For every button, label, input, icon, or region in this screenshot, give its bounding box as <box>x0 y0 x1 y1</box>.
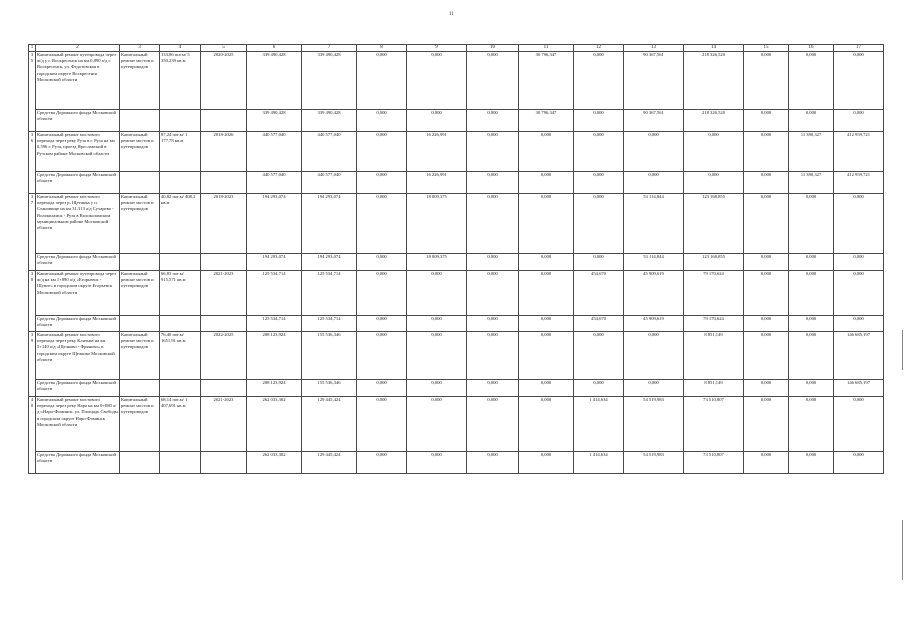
amount-cell: 0,000 <box>789 110 834 132</box>
page-number: 11 <box>449 12 454 17</box>
amount-cell: 0,000 <box>357 172 407 194</box>
amount-cell: 0,000 <box>357 271 407 316</box>
amount-cell: 129 445,424 <box>302 397 357 452</box>
amount-cell: 0,000 <box>519 380 574 397</box>
header-cell: 9 <box>407 45 467 52</box>
edge-mark <box>902 520 903 580</box>
amount-cell: 0,000 <box>624 172 684 194</box>
amount-cell: 0,000 <box>407 397 467 452</box>
amount-cell: 0,000 <box>789 332 834 380</box>
header-cell: 10 <box>467 45 519 52</box>
empty-cell <box>160 254 201 271</box>
amount-cell: 0,000 <box>519 172 574 194</box>
row-number: 35 <box>29 52 36 132</box>
amount-cell: 0,000 <box>744 110 789 132</box>
amount-cell: 0,000 <box>574 132 624 172</box>
amount-cell: 0,000 <box>467 172 519 194</box>
row-number: 36 <box>29 132 36 194</box>
amount-cell: 125 534,714 <box>302 271 357 316</box>
fund-row <box>29 110 884 132</box>
project-row <box>29 194 884 254</box>
amount-cell: 0,000 <box>357 132 407 172</box>
amount-cell: 0,000 <box>467 132 519 172</box>
amount-cell: 194 293,074 <box>247 254 302 271</box>
amount-cell: 0,000 <box>407 316 467 332</box>
empty-cell <box>201 254 247 271</box>
amount-cell: 454,670 <box>574 316 624 332</box>
amount-cell: 0,000 <box>574 332 624 380</box>
empty-cell <box>201 110 247 132</box>
empty-cell <box>201 380 247 397</box>
header-cell: 12 <box>574 45 624 52</box>
amount-cell: 0,000 <box>407 271 467 316</box>
empty-cell <box>160 380 201 397</box>
amount-cell: 16 226,991 <box>407 172 467 194</box>
amount-cell: 1 414,634 <box>574 397 624 452</box>
period: 2020-2025 <box>201 52 247 110</box>
amount-cell: 262 033,302 <box>247 452 302 474</box>
amount-cell: 0,000 <box>834 52 884 110</box>
amount-cell: 54 519,983 <box>624 397 684 452</box>
amount-cell: 0,000 <box>519 452 574 474</box>
period: 2021-2023 <box>201 397 247 452</box>
amount-cell: 54 519,983 <box>624 452 684 474</box>
amount-cell: 0,000 <box>744 172 789 194</box>
amount-cell: 0,000 <box>357 194 407 254</box>
amount-cell: 53 114,844 <box>624 254 684 271</box>
amount-cell: 90 367,561 <box>624 110 684 132</box>
amount-cell: 0,000 <box>789 52 834 110</box>
amount-cell: 146 685,197 <box>834 332 884 380</box>
amount-cell: 125 534,714 <box>247 271 302 316</box>
project-name: Капитальный ремонт путепровода через ж/д у г. Воскресенск на км 0,890 а/д г. Воскресенск, ул. Федотовская в городском округе Воскресенск Московской области <box>36 52 120 110</box>
header-cell: 4 <box>160 45 201 52</box>
amount-cell: 0,000 <box>789 452 834 474</box>
amount-cell: 0,000 <box>467 254 519 271</box>
project-row <box>29 271 884 316</box>
fund-row <box>29 172 884 194</box>
amount-cell: 0,000 <box>789 316 834 332</box>
header-cell: 11 <box>519 45 574 52</box>
amount-cell: 0,000 <box>407 110 467 132</box>
fund-row <box>29 254 884 271</box>
amount-cell: 0,000 <box>519 132 574 172</box>
row-number: 38 <box>29 271 36 332</box>
header-cell: 1 <box>29 45 36 52</box>
amount-cell: 125 534,714 <box>247 316 302 332</box>
amount-cell: 0,000 <box>407 52 467 110</box>
amount-cell: 262 033,302 <box>247 397 302 452</box>
amount-cell: 0,000 <box>834 397 884 452</box>
amount-cell: 0,000 <box>834 316 884 332</box>
empty-cell <box>120 452 160 474</box>
amount-cell: 412 959,721 <box>834 172 884 194</box>
work-type: Капитальный ремонт мостов и путепроводов <box>120 132 160 172</box>
amount-cell: 79 170,624 <box>684 271 744 316</box>
header-cell: 3 <box>120 45 160 52</box>
empty-cell <box>160 452 201 474</box>
project-name: Капитальный ремонт мостового перехода через реку Клязьма на км 5+140 а/д «Щелково - Фряново» в городском округе Щелково Московской области <box>36 332 120 380</box>
amount-cell: 0,000 <box>789 254 834 271</box>
amount-cell: 45 909,619 <box>624 316 684 332</box>
row-number: 37 <box>29 194 36 271</box>
project-name: Капитальный ремонт мостового перехода через реку Нара на км 0+080 а/д г.Наро-Фоминск, ул. Площадь Свободы в городском округе Наро-Фоминск Московской области <box>36 397 120 452</box>
amount-cell: 0,000 <box>467 380 519 397</box>
amount-cell: 0,000 <box>357 52 407 110</box>
amount-cell: 0,000 <box>744 397 789 452</box>
amount-cell: 8 851,149 <box>684 380 744 397</box>
amount-cell: 0,000 <box>744 332 789 380</box>
amount-cell: 0,000 <box>624 332 684 380</box>
amount-cell: 218 326,520 <box>684 52 744 110</box>
amount-cell: 218 326,520 <box>684 110 744 132</box>
amount-cell: 0,000 <box>744 452 789 474</box>
amount-cell: 0,000 <box>624 380 684 397</box>
amount-cell: 0,000 <box>789 397 834 452</box>
capacity: 87,24 пог.м/ 1 177,78 кв.м <box>160 132 201 172</box>
amount-cell: 440 577,040 <box>247 132 302 172</box>
project-name: Капитальный ремонт мостового перехода через реку Руза в г. Руза на км 0,596 г. Руза, проезд Ярославский в Рузском районе Московской области <box>36 132 120 172</box>
empty-cell <box>201 316 247 332</box>
amount-cell: 0,000 <box>684 132 744 172</box>
amount-cell: 0,000 <box>574 110 624 132</box>
amount-cell: 0,000 <box>407 452 467 474</box>
amount-cell: 339 490,428 <box>247 110 302 132</box>
edge-mark <box>902 330 903 370</box>
work-type: Капитальный ремонт мостов и путепроводов <box>120 52 160 110</box>
header-cell: 8 <box>357 45 407 52</box>
header-cell: 15 <box>744 45 789 52</box>
row-number: 40 <box>29 397 36 474</box>
amount-cell: 0,000 <box>357 380 407 397</box>
amount-cell: 0,000 <box>789 380 834 397</box>
empty-cell <box>120 110 160 132</box>
capacity: 76,40 пог.м/ 1651,91 кв.м <box>160 332 201 380</box>
work-type: Капитальный ремонт мостов и путепроводов <box>120 271 160 316</box>
amount-cell: 0,000 <box>467 316 519 332</box>
header-cell: 16 <box>789 45 834 52</box>
empty-cell <box>120 380 160 397</box>
header-cell: 14 <box>684 45 744 52</box>
amount-cell: 53 114,844 <box>624 194 684 254</box>
amount-cell: 288 123,924 <box>247 332 302 380</box>
amount-cell: 0,000 <box>467 110 519 132</box>
amount-cell: 288 123,924 <box>247 380 302 397</box>
amount-cell: 155 536,346 <box>302 332 357 380</box>
amount-cell: 0,000 <box>357 110 407 132</box>
work-type: Капитальный ремонт мостов и путепроводов <box>120 194 160 254</box>
amount-cell: 0,000 <box>519 316 574 332</box>
amount-cell: 0,000 <box>357 397 407 452</box>
empty-cell <box>160 110 201 132</box>
amount-cell: 8 851,149 <box>684 332 744 380</box>
project-row <box>29 132 884 172</box>
amount-cell: 0,000 <box>357 332 407 380</box>
row-number: 39 <box>29 332 36 397</box>
capacity: 40,82 пог.м/ 408,2 кв.м <box>160 194 201 254</box>
period: 2022-2025 <box>201 332 247 380</box>
funding-table <box>28 44 884 474</box>
amount-cell: 0,000 <box>574 254 624 271</box>
amount-cell: 0,000 <box>357 452 407 474</box>
amount-cell: 194 293,074 <box>302 254 357 271</box>
fund-label: Средства Дорожного фонда Московской области <box>36 316 120 332</box>
amount-cell: 16 226,991 <box>407 132 467 172</box>
fund-row <box>29 380 884 397</box>
empty-cell <box>201 172 247 194</box>
header-cell: 2 <box>36 45 120 52</box>
amount-cell: 0,000 <box>467 452 519 474</box>
amount-cell: 30 796,347 <box>519 52 574 110</box>
amount-cell: 194 293,074 <box>302 194 357 254</box>
amount-cell: 155 536,346 <box>302 380 357 397</box>
empty-cell <box>160 316 201 332</box>
amount-cell: 0,000 <box>467 52 519 110</box>
amount-cell: 0,000 <box>789 271 834 316</box>
amount-cell: 30 796,347 <box>519 110 574 132</box>
amount-cell: 0,000 <box>574 380 624 397</box>
amount-cell: 0,000 <box>834 254 884 271</box>
fund-row <box>29 316 884 332</box>
amount-cell: 0,000 <box>744 194 789 254</box>
amount-cell: 0,000 <box>357 316 407 332</box>
fund-label: Средства Дорожного фонда Московской области <box>36 380 120 397</box>
amount-cell: 0,000 <box>744 380 789 397</box>
amount-cell: 339 490,428 <box>302 110 357 132</box>
amount-cell: 18 009,375 <box>407 194 467 254</box>
amount-cell: 73 510,807 <box>684 397 744 452</box>
amount-cell: 454,670 <box>574 271 624 316</box>
amount-cell: 0,000 <box>407 332 467 380</box>
table-body <box>29 45 884 474</box>
amount-cell: 0,000 <box>684 172 744 194</box>
amount-cell: 0,000 <box>574 194 624 254</box>
project-name: Капитальный ремонт путепровода через ж/д на км 1+890 а/д «Егорьевск - Шувое» в городском округе Егорьевск Московской области <box>36 271 120 316</box>
amount-cell: 129 445,424 <box>302 452 357 474</box>
amount-cell: 0,000 <box>519 397 574 452</box>
amount-cell: 440 577,040 <box>247 172 302 194</box>
amount-cell: 73 510,807 <box>684 452 744 474</box>
amount-cell: 11 390,327 <box>789 172 834 194</box>
empty-cell <box>120 172 160 194</box>
header-cell: 7 <box>302 45 357 52</box>
empty-cell <box>120 316 160 332</box>
amount-cell: 125 534,714 <box>302 316 357 332</box>
amount-cell: 0,000 <box>834 194 884 254</box>
work-type: Капитальный ремонт мостов и путепроводов <box>120 332 160 380</box>
fund-label: Средства Дорожного фонда Московской области <box>36 452 120 474</box>
amount-cell: 0,000 <box>467 332 519 380</box>
amount-cell: 194 293,074 <box>247 194 302 254</box>
header-cell: 13 <box>624 45 684 52</box>
project-row <box>29 397 884 452</box>
amount-cell: 123 168,855 <box>684 194 744 254</box>
amount-cell: 339 490,428 <box>247 52 302 110</box>
amount-cell: 0,000 <box>834 452 884 474</box>
amount-cell: 0,000 <box>519 194 574 254</box>
fund-row <box>29 452 884 474</box>
amount-cell: 0,000 <box>834 110 884 132</box>
amount-cell: 440 577,040 <box>302 132 357 172</box>
amount-cell: 339 490,428 <box>302 52 357 110</box>
amount-cell: 0,000 <box>467 194 519 254</box>
amount-cell: 0,000 <box>744 254 789 271</box>
amount-cell: 0,000 <box>467 397 519 452</box>
amount-cell: 0,000 <box>574 172 624 194</box>
amount-cell: 90 367,561 <box>624 52 684 110</box>
amount-cell: 0,000 <box>744 316 789 332</box>
amount-cell: 123 168,855 <box>684 254 744 271</box>
capacity: 68,14 пог.м/ 1 407,691 кв.м <box>160 397 201 452</box>
amount-cell: 0,000 <box>744 271 789 316</box>
empty-cell <box>201 452 247 474</box>
amount-cell: 0,000 <box>744 52 789 110</box>
amount-cell: 0,000 <box>467 271 519 316</box>
period: 2018-2026 <box>201 132 247 172</box>
amount-cell: 18 009,375 <box>407 254 467 271</box>
header-cell: 17 <box>834 45 884 52</box>
period: 2018-2023 <box>201 194 247 254</box>
amount-cell: 412 959,721 <box>834 132 884 172</box>
project-name: Капитальный ремонт мостового перехода через р. Щетинка у п. Становище на км 31,313 а/д Сухарево - Волоколамск - Руза в Волоколамском муниципальном районе Московской области <box>36 194 120 254</box>
amount-cell: 1 414,634 <box>574 452 624 474</box>
empty-cell <box>120 254 160 271</box>
header-cell: 6 <box>247 45 302 52</box>
header-cell: 5 <box>201 45 247 52</box>
amount-cell: 0,000 <box>624 132 684 172</box>
fund-label: Средства Дорожного фонда Московской области <box>36 254 120 271</box>
fund-label: Средства Дорожного фонда Московской области <box>36 172 120 194</box>
amount-cell: 0,000 <box>574 52 624 110</box>
capacity: 133,86 пог.м/ 5 350,239 кв.м <box>160 52 201 110</box>
header-row <box>29 45 884 52</box>
amount-cell: 0,000 <box>519 271 574 316</box>
project-row <box>29 332 884 380</box>
amount-cell: 11 390,327 <box>789 132 834 172</box>
period: 2021-2023 <box>201 271 247 316</box>
amount-cell: 45 909,619 <box>624 271 684 316</box>
amount-cell: 440 577,040 <box>302 172 357 194</box>
amount-cell: 0,000 <box>357 254 407 271</box>
amount-cell: 0,000 <box>789 194 834 254</box>
empty-cell <box>160 172 201 194</box>
amount-cell: 0,000 <box>834 271 884 316</box>
amount-cell: 146 685,197 <box>834 380 884 397</box>
project-row <box>29 52 884 110</box>
amount-cell: 0,000 <box>519 332 574 380</box>
amount-cell: 0,000 <box>519 254 574 271</box>
fund-label: Средства Дорожного фонда Московской области <box>36 110 120 132</box>
amount-cell: 79 170,624 <box>684 316 744 332</box>
amount-cell: 0,000 <box>744 132 789 172</box>
amount-cell: 0,000 <box>407 380 467 397</box>
work-type: Капитальный ремонт мостов и путепроводов <box>120 397 160 452</box>
capacity: 66,83 пог.м/ 915,571 кв.м <box>160 271 201 316</box>
